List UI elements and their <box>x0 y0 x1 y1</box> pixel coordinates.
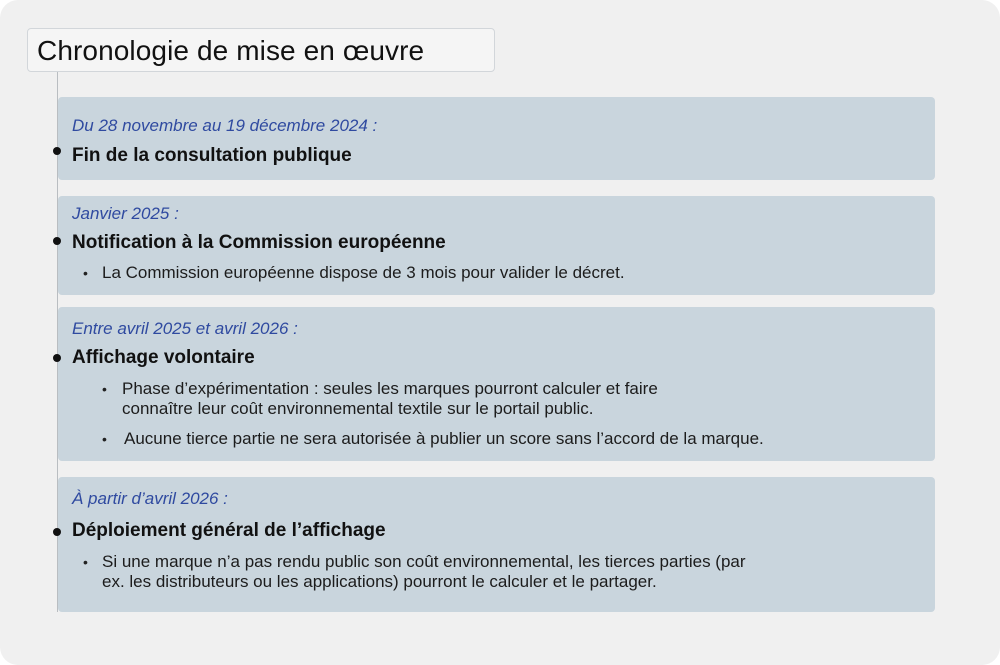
bullet-text <box>102 263 625 283</box>
step-date: Du 28 novembre au 19 décembre 2024 : <box>72 116 378 135</box>
bullet-marker: • <box>83 265 88 281</box>
bullet-line: ex. les distributeurs ou les applications) pourront le calculer et le partager. <box>102 572 657 591</box>
step-date: À partir d’avril 2026 : <box>72 489 228 508</box>
bullet-line: Aucune tierce partie ne sera autorisée à publier un score sans l’accord de la marque. <box>124 429 764 448</box>
step-heading: Déploiement général de l’affichage <box>72 520 386 541</box>
bullet-line: La Commission européenne dispose de 3 mois pour valider le décret. <box>102 263 625 282</box>
bullet-line: Phase d’expérimentation : seules les marques pourront calculer et faire <box>122 379 658 398</box>
bullet-marker: • <box>83 554 88 570</box>
bullet-text <box>122 379 658 419</box>
step-heading: Fin de la consultation publique <box>72 145 352 166</box>
step-date: Entre avril 2025 et avril 2026 : <box>72 319 298 338</box>
page-title: Chronologie de mise en œuvre <box>37 35 425 66</box>
timeline-step-notification <box>58 196 935 295</box>
timeline-step-consultation <box>58 97 935 180</box>
timeline-dot <box>53 237 61 245</box>
step-heading: Notification à la Commission européenne <box>72 232 446 253</box>
timeline-dot <box>53 528 61 536</box>
step-heading: Affichage volontaire <box>72 347 255 368</box>
timeline-step-voluntary <box>58 307 935 461</box>
title-box <box>27 28 495 72</box>
timeline-dot <box>53 354 61 362</box>
bullet-text <box>102 552 746 592</box>
bullet-marker: • <box>102 431 107 447</box>
timeline-step-general-deployment <box>58 477 935 612</box>
timeline-dot <box>53 147 61 155</box>
bullet-marker: • <box>102 381 107 397</box>
bullet-line: connaître leur coût environnemental textile sur le portail public. <box>122 399 594 418</box>
bullet-line: Si une marque n’a pas rendu public son coût environnemental, les tierces parties (par <box>102 552 746 571</box>
bullet-text <box>124 429 764 449</box>
step-date: Janvier 2025 : <box>72 204 179 223</box>
